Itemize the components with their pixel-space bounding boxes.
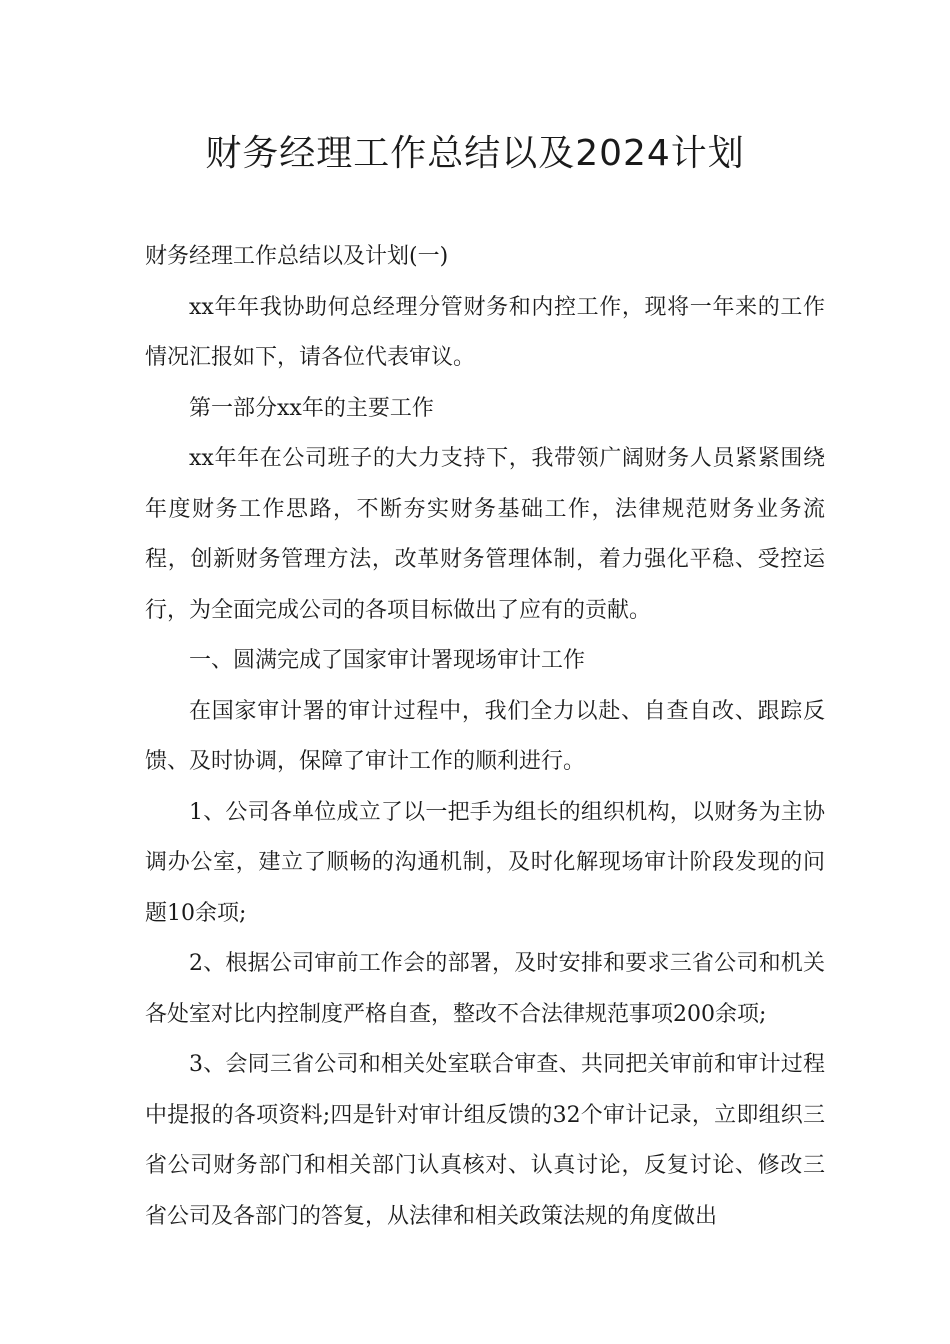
subsection-heading: 一、圆满完成了国家审计署现场审计工作 [189,648,586,673]
document-body [145,232,825,1242]
paragraph: xx年年我协助何总经理分管财务和内控工作，现将一年来的工作情况汇报如下，请各位代表审议。 [145,294,825,370]
section-heading: 财务经理工作总结以及计划(一) [145,244,449,269]
paragraph: xx年年在公司班子的大力支持下，我带领广阔财务人员紧紧围绕年度财务工作思路，不断夯实财务基础工作，法律规范财务业务流程，创新财务管理方法，改革财务管理体制，着力强化平稳、受控运行，为全面完成公司的各项目标做出了应有的贡献。 [145,446,825,623]
list-item: 2、根据公司审前工作会的部署，及时安排和要求三省公司和机关各处室对比内控制度严格自查，整改不合法律规范事项200余项; [145,951,825,1027]
paragraph: 在国家审计署的审计过程中，我们全力以赴、自查自改、跟踪反馈、及时协调，保障了审计工作的顺利进行。 [145,698,825,774]
document-title: 财务经理工作总结以及2024计划 [205,133,745,174]
list-item: 3、会同三省公司和相关处室联合审查、共同把关审前和审计过程中提报的各项资料;四是针对审计组反馈的32个审计记录，立即组织三省公司财务部门和相关部门认真核对、认真讨论，反复讨论、修改三省公司及各部门的答复，从法律和相关政策法规的角度做出 [145,1052,825,1229]
list-item: 1、公司各单位成立了以一把手为组长的组织机构，以财务为主协调办公室，建立了顺畅的沟通机制，及时化解现场审计阶段发现的问题10余项; [145,799,825,926]
part-heading: 第一部分xx年的主要工作 [189,395,434,421]
